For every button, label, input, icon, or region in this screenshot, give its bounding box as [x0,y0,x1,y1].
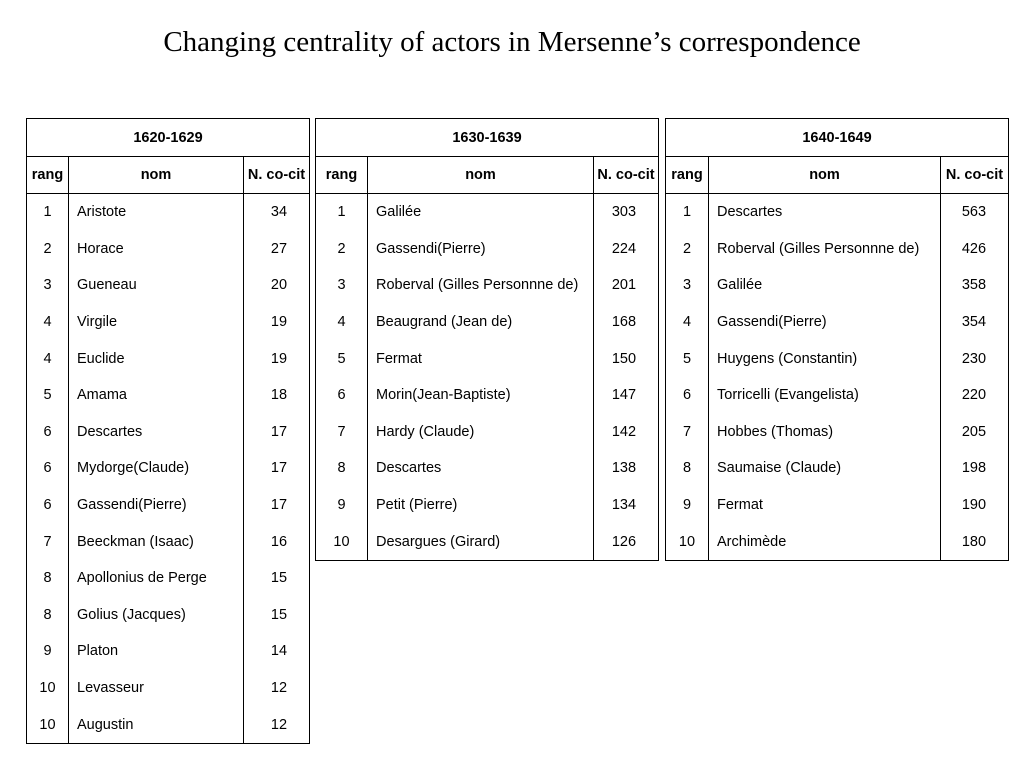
column-header-name: nom [368,157,594,194]
table-row [27,340,310,377]
table-row [316,414,659,451]
name-cell: Aristote [69,194,244,231]
name-cell: Gueneau [69,267,244,304]
table-row [27,267,310,304]
rank-cell: 5 [316,340,368,377]
count-cell: 14 [244,633,310,670]
rank-cell: 9 [666,487,709,524]
count-cell: 17 [244,450,310,487]
rank-cell: 7 [27,523,69,560]
table-row [316,194,659,231]
count-cell: 17 [244,487,310,524]
table-1620-1629 [26,118,310,744]
count-cell: 126 [594,523,659,560]
count-cell: 16 [244,523,310,560]
table-row [666,304,1009,341]
name-cell: Virgile [69,304,244,341]
table-row [666,231,1009,268]
table-row [666,414,1009,451]
rank-cell: 7 [666,414,709,451]
name-cell: Fermat [709,487,941,524]
name-cell: Petit (Pierre) [368,487,594,524]
count-cell: 18 [244,377,310,414]
name-cell: Roberval (Gilles Personnne de) [709,231,941,268]
count-cell: 358 [941,267,1009,304]
period-header: 1640-1649 [666,119,1009,157]
name-cell: Descartes [709,194,941,231]
table-1630-1639 [315,118,659,561]
rank-cell: 10 [27,670,69,707]
count-cell: 563 [941,194,1009,231]
count-cell: 224 [594,231,659,268]
table-row [316,340,659,377]
rank-cell: 3 [666,267,709,304]
count-cell: 205 [941,414,1009,451]
count-cell: 12 [244,670,310,707]
rank-cell: 6 [316,377,368,414]
rank-cell: 10 [316,523,368,560]
table-row [27,194,310,231]
name-cell: Archimède [709,523,941,560]
count-cell: 34 [244,194,310,231]
table-row [27,670,310,707]
rank-cell: 5 [27,377,69,414]
name-cell: Gassendi(Pierre) [368,231,594,268]
name-cell: Fermat [368,340,594,377]
name-cell: Desargues (Girard) [368,523,594,560]
rank-cell: 2 [666,231,709,268]
count-cell: 354 [941,304,1009,341]
count-cell: 15 [244,560,310,597]
count-cell: 12 [244,706,310,743]
count-cell: 303 [594,194,659,231]
column-header-rank: rang [316,157,368,194]
count-cell: 426 [941,231,1009,268]
column-header-rank: rang [27,157,69,194]
table-row [316,267,659,304]
table-row [316,487,659,524]
name-cell: Torricelli (Evangelista) [709,377,941,414]
count-cell: 19 [244,340,310,377]
column-header-name: nom [69,157,244,194]
rank-cell: 2 [316,231,368,268]
rank-cell: 2 [27,231,69,268]
rank-cell: 8 [27,560,69,597]
name-cell: Descartes [368,450,594,487]
name-cell: Galilée [709,267,941,304]
count-cell: 15 [244,597,310,634]
table-row [27,414,310,451]
name-cell: Saumaise (Claude) [709,450,941,487]
name-cell: Beeckman (Isaac) [69,523,244,560]
count-cell: 198 [941,450,1009,487]
table-1640-1649 [665,118,1009,561]
name-cell: Hardy (Claude) [368,414,594,451]
rank-cell: 10 [666,523,709,560]
rank-cell: 6 [27,450,69,487]
page-title: Changing centrality of actors in Mersenne’s correspondence [163,26,861,58]
rank-cell: 7 [316,414,368,451]
table-row [27,304,310,341]
table-row [666,450,1009,487]
rank-cell: 6 [666,377,709,414]
count-cell: 180 [941,523,1009,560]
rank-cell: 1 [316,194,368,231]
name-cell: Golius (Jacques) [69,597,244,634]
count-cell: 230 [941,340,1009,377]
name-cell: Augustin [69,706,244,743]
name-cell: Platon [69,633,244,670]
period-header: 1620-1629 [27,119,310,157]
column-header-count: N. co-cit [244,157,310,194]
table-row [316,450,659,487]
rank-cell: 1 [666,194,709,231]
name-cell: Beaugrand (Jean de) [368,304,594,341]
rank-cell: 4 [316,304,368,341]
count-cell: 27 [244,231,310,268]
table-row [27,450,310,487]
count-cell: 142 [594,414,659,451]
name-cell: Levasseur [69,670,244,707]
name-cell: Roberval (Gilles Personnne de) [368,267,594,304]
count-cell: 134 [594,487,659,524]
rank-cell: 5 [666,340,709,377]
name-cell: Gassendi(Pierre) [69,487,244,524]
rank-cell: 6 [27,414,69,451]
rank-cell: 3 [27,267,69,304]
rank-cell: 10 [27,706,69,743]
rank-cell: 8 [316,450,368,487]
rank-cell: 8 [666,450,709,487]
name-cell: Mydorge(Claude) [69,450,244,487]
rank-cell: 4 [27,340,69,377]
count-cell: 168 [594,304,659,341]
column-header-count: N. co-cit [941,157,1009,194]
table-row [316,523,659,560]
count-cell: 150 [594,340,659,377]
table-row [316,377,659,414]
name-cell: Euclide [69,340,244,377]
rank-cell: 6 [27,487,69,524]
name-cell: Apollonius de Perge [69,560,244,597]
column-header-count: N. co-cit [594,157,659,194]
column-header-name: nom [709,157,941,194]
table-row [666,487,1009,524]
name-cell: Horace [69,231,244,268]
count-cell: 138 [594,450,659,487]
count-cell: 20 [244,267,310,304]
table-row [27,231,310,268]
name-cell: Morin(Jean-Baptiste) [368,377,594,414]
rank-cell: 1 [27,194,69,231]
table-row [666,377,1009,414]
table-row [316,231,659,268]
rank-cell: 9 [27,633,69,670]
count-cell: 201 [594,267,659,304]
table-row [666,523,1009,560]
table-row [27,706,310,743]
count-cell: 17 [244,414,310,451]
table-row [27,377,310,414]
count-cell: 19 [244,304,310,341]
name-cell: Hobbes (Thomas) [709,414,941,451]
period-header: 1630-1639 [316,119,659,157]
table-row [666,340,1009,377]
table-row [666,267,1009,304]
name-cell: Descartes [69,414,244,451]
rank-cell: 9 [316,487,368,524]
table-row [27,633,310,670]
rank-cell: 4 [666,304,709,341]
name-cell: Huygens (Constantin) [709,340,941,377]
table-row [316,304,659,341]
count-cell: 220 [941,377,1009,414]
rank-cell: 3 [316,267,368,304]
table-row [27,523,310,560]
column-header-rank: rang [666,157,709,194]
name-cell: Amama [69,377,244,414]
rank-cell: 4 [27,304,69,341]
table-row [27,487,310,524]
table-row [27,560,310,597]
rank-cell: 8 [27,597,69,634]
table-row [666,194,1009,231]
name-cell: Galilée [368,194,594,231]
name-cell: Gassendi(Pierre) [709,304,941,341]
count-cell: 147 [594,377,659,414]
table-row [27,597,310,634]
count-cell: 190 [941,487,1009,524]
